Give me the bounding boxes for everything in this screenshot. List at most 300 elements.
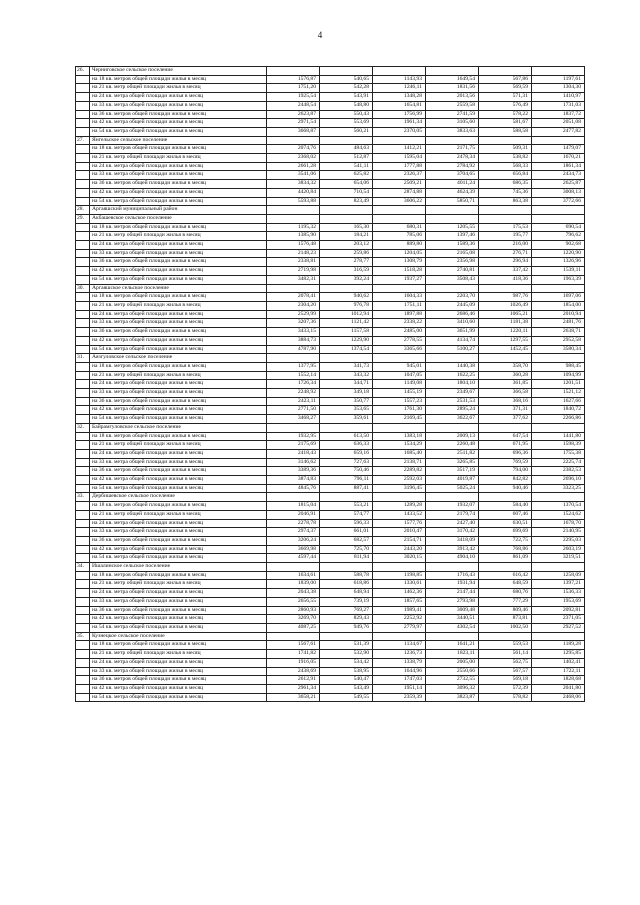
value-cell: 2010,47	[373, 528, 426, 537]
value-cell: 2860,93	[267, 606, 320, 615]
row-label: на 24 кв. метра общей площади жилья в месяц	[90, 449, 267, 458]
empty-cell	[267, 206, 320, 215]
value-cell: 1761,30	[373, 406, 426, 415]
value-cell: 2078,41	[267, 293, 320, 302]
table-row	[76, 389, 585, 398]
value-cell: 1205,55	[426, 223, 479, 232]
value-cell: 1157,58	[320, 328, 373, 337]
value-cell: 1289,28	[373, 502, 426, 511]
value-cell: 3265,85	[426, 458, 479, 467]
value-cell: 3669,98	[267, 545, 320, 554]
table-row	[76, 502, 585, 511]
value-cell: 2468,06	[532, 693, 585, 702]
empty-cell	[76, 162, 90, 171]
value-cell: 4597,44	[267, 554, 320, 563]
row-label: на 18 кв. метров общей площади жилья в месяц	[90, 293, 267, 302]
value-cell: 1065,21	[479, 310, 532, 319]
value-cell: 1897,88	[373, 310, 426, 319]
value-cell: 2338,81	[267, 258, 320, 267]
table-row	[76, 258, 585, 267]
table-row	[76, 476, 585, 485]
value-cell: 1751,11	[373, 301, 426, 310]
empty-cell	[76, 188, 90, 197]
empty-cell	[76, 380, 90, 389]
value-cell: 1953,69	[532, 597, 585, 606]
empty-cell	[76, 589, 90, 598]
empty-cell	[426, 493, 479, 502]
value-cell: 2550,66	[426, 667, 479, 676]
empty-cell	[76, 241, 90, 250]
value-cell: 2485,00	[373, 328, 426, 337]
empty-cell	[532, 493, 585, 502]
row-label: на 24 кв. метра общей площади жилья в месяц	[90, 519, 267, 528]
value-cell: 548,80	[320, 101, 373, 110]
value-cell: 727,63	[320, 458, 373, 467]
table-row	[76, 536, 585, 545]
table-row	[76, 241, 585, 250]
empty-cell	[76, 75, 90, 84]
value-cell: 1963,39	[532, 275, 585, 284]
value-cell: 2359,39	[373, 693, 426, 702]
value-cell: 976,78	[320, 301, 373, 310]
value-cell: 1195,32	[267, 223, 320, 232]
empty-cell	[76, 432, 90, 441]
value-cell: 165,30	[320, 223, 373, 232]
row-label: на 33 кв. метра общей площади жилья в месяц	[90, 319, 267, 328]
value-cell: 2445,09	[426, 301, 479, 310]
value-cell: 1246,11	[373, 84, 426, 93]
empty-cell	[76, 84, 90, 93]
value-cell: 276,71	[479, 249, 532, 258]
empty-cell	[76, 328, 90, 337]
value-cell: 353,65	[320, 406, 373, 415]
empty-cell	[373, 493, 426, 502]
value-cell: 1229,90	[320, 336, 373, 345]
table-row	[76, 371, 585, 380]
value-cell: 2371,05	[532, 615, 585, 624]
empty-cell	[76, 554, 90, 563]
section-header-row	[76, 632, 585, 641]
value-cell: 1604,33	[373, 293, 426, 302]
empty-cell	[76, 615, 90, 624]
value-cell: 1756,99	[373, 110, 426, 119]
value-cell: 377,62	[479, 415, 532, 424]
empty-cell	[373, 206, 426, 215]
value-cell: 3668,87	[267, 127, 320, 136]
value-cell: 1685,40	[373, 449, 426, 458]
value-cell: 2438,69	[267, 667, 320, 676]
value-cell: 2623,87	[267, 110, 320, 119]
value-cell: 584,40	[479, 502, 532, 511]
value-cell: 2295,03	[532, 536, 585, 545]
section-header-row	[76, 284, 585, 293]
value-cell: 2740,81	[426, 267, 479, 276]
empty-cell	[76, 362, 90, 371]
empty-cell	[76, 171, 90, 180]
value-cell: 349,18	[320, 389, 373, 398]
value-cell: 690,54	[532, 223, 585, 232]
value-cell: 2304,20	[267, 301, 320, 310]
value-cell: 316,59	[320, 267, 373, 276]
value-cell: 3913,42	[426, 545, 479, 554]
empty-cell	[76, 667, 90, 676]
empty-cell	[76, 519, 90, 528]
value-cell: 2741,59	[426, 110, 479, 119]
value-cell: 1932,07	[426, 502, 479, 511]
empty-cell	[76, 415, 90, 424]
tariff-table	[75, 66, 585, 702]
value-cell: 949,76	[320, 624, 373, 633]
row-label: на 42 кв. метра общей площади жилья в месяц	[90, 188, 267, 197]
value-cell: 3020,15	[373, 554, 426, 563]
value-cell: 940,46	[479, 484, 532, 493]
value-cell: 2179,74	[426, 510, 479, 519]
value-cell: 361,85	[479, 380, 532, 389]
value-cell: 3658,21	[267, 693, 320, 702]
empty-cell	[76, 449, 90, 458]
empty-cell	[320, 493, 373, 502]
empty-cell	[76, 406, 90, 415]
empty-cell	[320, 284, 373, 293]
row-label: на 18 кв. метров общей площади жилья в месяц	[90, 571, 267, 580]
empty-cell	[373, 284, 426, 293]
value-cell: 4904,10	[426, 554, 479, 563]
row-label: на 33 кв. метра общей площади жилья в месяц	[90, 458, 267, 467]
empty-cell	[426, 206, 479, 215]
value-cell: 630,51	[479, 519, 532, 528]
empty-cell	[76, 389, 90, 398]
row-label: на 36 кв. метров общей площади жилья в месяц	[90, 606, 267, 615]
row-label: на 33 кв. метра общей площади жилья в месяц	[90, 171, 267, 180]
value-cell: 1932,95	[267, 432, 320, 441]
value-cell: 2719,98	[267, 267, 320, 276]
row-label: на 18 кв. метров общей площади жилья в месяц	[90, 362, 267, 371]
value-cell: 1370,54	[532, 502, 585, 511]
value-cell: 2423,11	[267, 397, 320, 406]
table-row	[76, 554, 585, 563]
empty-cell	[320, 632, 373, 641]
table-row	[76, 667, 585, 676]
value-cell: 2732,55	[426, 676, 479, 685]
value-cell: 1479,07	[532, 145, 585, 154]
row-label: на 24 кв. метра общей площади жилья в месяц	[90, 310, 267, 319]
empty-cell	[76, 154, 90, 163]
value-cell: 2349,67	[426, 389, 479, 398]
section-number: 31.	[76, 354, 90, 363]
empty-cell	[373, 632, 426, 641]
empty-cell	[76, 336, 90, 345]
value-cell: 2625,87	[532, 180, 585, 189]
value-cell: 2971,54	[267, 119, 320, 128]
empty-cell	[76, 458, 90, 467]
empty-cell	[76, 580, 90, 589]
value-cell: 1722,11	[532, 667, 585, 676]
row-label: на 21 кв. метр общей площади жилья в месяц	[90, 84, 267, 93]
value-cell: 656,84	[479, 171, 532, 180]
empty-cell	[76, 127, 90, 136]
table-row	[76, 162, 585, 171]
value-cell: 360,28	[479, 371, 532, 380]
row-label: на 36 кв. метров общей площади жилья в месяц	[90, 258, 267, 267]
table-row	[76, 624, 585, 633]
empty-cell	[267, 423, 320, 432]
row-label: на 54 кв. метра общей площади жилья в месяц	[90, 127, 267, 136]
empty-cell	[479, 67, 532, 76]
empty-cell	[373, 67, 426, 76]
value-cell: 3517,19	[426, 467, 479, 476]
value-cell: 625,82	[320, 171, 373, 180]
value-cell: 2169,45	[373, 415, 426, 424]
value-cell: 3823,87	[426, 693, 479, 702]
row-label: на 24 кв. метра общей площади жилья в месяц	[90, 380, 267, 389]
section-number: 34.	[76, 563, 90, 572]
empty-cell	[426, 563, 479, 572]
empty-cell	[426, 354, 479, 363]
value-cell: 2043,38	[267, 589, 320, 598]
empty-cell	[76, 267, 90, 276]
value-cell: 1143,93	[373, 75, 426, 84]
value-cell: 568,33	[479, 162, 532, 171]
empty-cell	[76, 258, 90, 267]
table-row	[76, 197, 585, 206]
value-cell: 3389,36	[267, 467, 320, 476]
value-cell: 1462,36	[373, 589, 426, 598]
section-header-row	[76, 136, 585, 145]
value-cell: 4302,54	[426, 624, 479, 633]
table-row	[76, 606, 585, 615]
value-cell: 4420,84	[267, 188, 320, 197]
value-cell: 543,49	[320, 684, 373, 693]
value-cell: 343,32	[320, 371, 373, 380]
section-number: 27.	[76, 136, 90, 145]
empty-cell	[532, 67, 585, 76]
value-cell: 532,90	[320, 650, 373, 659]
section-number: 26.	[76, 67, 90, 76]
value-cell: 1931,94	[426, 580, 479, 589]
value-cell: 1854,00	[532, 301, 585, 310]
empty-cell	[320, 423, 373, 432]
empty-cell	[76, 658, 90, 667]
table-row	[76, 171, 585, 180]
value-cell: 654,06	[320, 180, 373, 189]
table-row	[76, 84, 585, 93]
value-cell: 1751,20	[267, 84, 320, 93]
value-cell: 278,77	[320, 258, 373, 267]
value-cell: 1397,21	[532, 580, 585, 589]
value-cell: 2138,71	[373, 458, 426, 467]
value-cell: 3606,22	[373, 197, 426, 206]
value-cell: 2895,24	[426, 406, 479, 415]
value-cell: 940,62	[320, 293, 373, 302]
value-cell: 725,70	[320, 545, 373, 554]
value-cell: 661,01	[320, 528, 373, 537]
row-label: на 21 кв. метр общей площади жилья в месяц	[90, 301, 267, 310]
empty-cell	[426, 284, 479, 293]
row-label: на 21 кв. метр общей площади жилья в месяц	[90, 371, 267, 380]
value-cell: 2509,21	[373, 180, 426, 189]
value-cell: 3365,66	[373, 345, 426, 354]
value-cell: 3096,32	[426, 684, 479, 693]
table-row	[76, 432, 585, 441]
section-header-row	[76, 354, 585, 363]
value-cell: 4845,76	[267, 484, 320, 493]
value-cell: 1220,11	[479, 328, 532, 337]
value-cell: 2481,76	[532, 319, 585, 328]
empty-cell	[76, 510, 90, 519]
value-cell: 1697,06	[532, 293, 585, 302]
value-cell: 2529,99	[267, 310, 320, 319]
value-cell: 2326,37	[373, 171, 426, 180]
value-cell: 175,53	[479, 223, 532, 232]
value-cell: 1840,72	[532, 406, 585, 415]
empty-cell	[76, 180, 90, 189]
value-cell: 3884,73	[267, 336, 320, 345]
empty-cell	[76, 145, 90, 154]
value-cell: 648,94	[320, 589, 373, 598]
empty-cell	[76, 110, 90, 119]
value-cell: 1589,36	[426, 241, 479, 250]
empty-cell	[76, 606, 90, 615]
empty-cell	[76, 650, 90, 659]
table-row	[76, 93, 585, 102]
row-label: на 33 кв. метра общей площади жилья в месяц	[90, 249, 267, 258]
value-cell: 739,19	[320, 597, 373, 606]
value-cell: 863,38	[479, 197, 532, 206]
empty-cell	[267, 284, 320, 293]
value-cell: 2478,34	[426, 154, 479, 163]
value-cell: 2434,73	[532, 171, 585, 180]
value-cell: 2171,75	[426, 145, 479, 154]
row-label: на 36 кв. метров общей площади жилья в месяц	[90, 467, 267, 476]
value-cell: 616,42	[479, 571, 532, 580]
table-row	[76, 484, 585, 493]
value-cell: 2511,82	[426, 449, 479, 458]
table-row	[76, 127, 585, 136]
empty-cell	[479, 284, 532, 293]
value-cell: 2278,78	[267, 519, 320, 528]
value-cell: 889,80	[373, 241, 426, 250]
value-cell: 2165,08	[426, 249, 479, 258]
row-label: на 18 кв. метров общей площади жилья в месяц	[90, 641, 267, 650]
value-cell: 3196,45	[373, 484, 426, 493]
section-title: Аязгуловское сельское поселение	[90, 354, 267, 363]
tariff-table-wrapper	[75, 66, 585, 702]
value-cell: 1678,70	[532, 519, 585, 528]
row-label: на 24 кв. метра общей площади жилья в месяц	[90, 241, 267, 250]
empty-cell	[76, 441, 90, 450]
value-cell: 4019,87	[426, 476, 479, 485]
table-row	[76, 641, 585, 650]
table-row	[76, 449, 585, 458]
value-cell: 785,06	[373, 232, 426, 241]
table-row	[76, 684, 585, 693]
value-cell: 296,94	[479, 258, 532, 267]
value-cell: 647,54	[479, 432, 532, 441]
value-cell: 540,65	[320, 75, 373, 84]
value-cell: 1201,51	[532, 380, 585, 389]
value-cell: 588,58	[479, 127, 532, 136]
row-label: на 42 кв. метра общей площади жилья в месяц	[90, 267, 267, 276]
value-cell: 2248,92	[267, 389, 320, 398]
value-cell: 2092,81	[532, 606, 585, 615]
value-cell: 2289,82	[373, 467, 426, 476]
value-cell: 1094,99	[532, 371, 585, 380]
value-cell: 1220,90	[532, 249, 585, 258]
value-cell: 1002,50	[479, 624, 532, 633]
table-row	[76, 397, 585, 406]
value-cell: 1804,10	[426, 380, 479, 389]
table-row	[76, 406, 585, 415]
empty-cell	[76, 319, 90, 328]
value-cell: 699,69	[479, 528, 532, 537]
row-label: на 42 кв. метра общей площади жилья в месяц	[90, 545, 267, 554]
value-cell: 3651,99	[426, 328, 479, 337]
value-cell: 613,50	[320, 432, 373, 441]
value-cell: 768,86	[479, 545, 532, 554]
value-cell: 1916,05	[267, 658, 320, 667]
value-cell: 1576,48	[267, 241, 320, 250]
value-cell: 1598,39	[532, 441, 585, 450]
table-row	[76, 441, 585, 450]
row-label: на 24 кв. метра общей площади жилья в месяц	[90, 93, 267, 102]
value-cell: 648,59	[479, 580, 532, 589]
value-cell: 4624,39	[426, 188, 479, 197]
table-row	[76, 223, 585, 232]
value-cell: 3704,65	[426, 171, 479, 180]
value-cell: 3323,25	[532, 484, 585, 493]
value-cell: 392,24	[320, 275, 373, 284]
section-title: Акбашевское сельское поселение	[90, 214, 267, 223]
value-cell: 588,78	[320, 571, 373, 580]
section-header-row	[76, 493, 585, 502]
value-cell: 1397,46	[426, 232, 479, 241]
empty-cell	[532, 136, 585, 145]
value-cell: 988,45	[532, 362, 585, 371]
value-cell: 1747,03	[373, 676, 426, 685]
value-cell: 567,86	[479, 75, 532, 84]
empty-cell	[76, 684, 90, 693]
value-cell: 1552,14	[267, 371, 320, 380]
empty-cell	[267, 214, 320, 223]
value-cell: 531,39	[320, 641, 373, 650]
value-cell: 750,46	[320, 467, 373, 476]
value-cell: 2046,91	[267, 510, 320, 519]
empty-cell	[426, 214, 479, 223]
table-row	[76, 310, 585, 319]
value-cell: 794,00	[479, 467, 532, 476]
value-cell: 2338,22	[373, 319, 426, 328]
empty-cell	[532, 214, 585, 223]
value-cell: 1338,79	[373, 658, 426, 667]
value-cell: 1731,03	[532, 101, 585, 110]
value-cell: 873,81	[479, 615, 532, 624]
value-cell: 559,53	[479, 641, 532, 650]
section-header-row	[76, 214, 585, 223]
row-label: на 18 кв. метров общей площади жилья в месяц	[90, 223, 267, 232]
value-cell: 567,57	[479, 667, 532, 676]
value-cell: 569,59	[479, 84, 532, 93]
value-cell: 686,35	[479, 180, 532, 189]
value-cell: 2175,69	[267, 441, 320, 450]
value-cell: 945,01	[373, 362, 426, 371]
empty-cell	[479, 206, 532, 215]
value-cell: 1198,85	[373, 571, 426, 580]
value-cell: 1433,52	[373, 510, 426, 519]
empty-cell	[76, 119, 90, 128]
value-cell: 2784,92	[426, 162, 479, 171]
section-title: Байрамгуловское сельское поселение	[90, 423, 267, 432]
empty-cell	[76, 641, 90, 650]
